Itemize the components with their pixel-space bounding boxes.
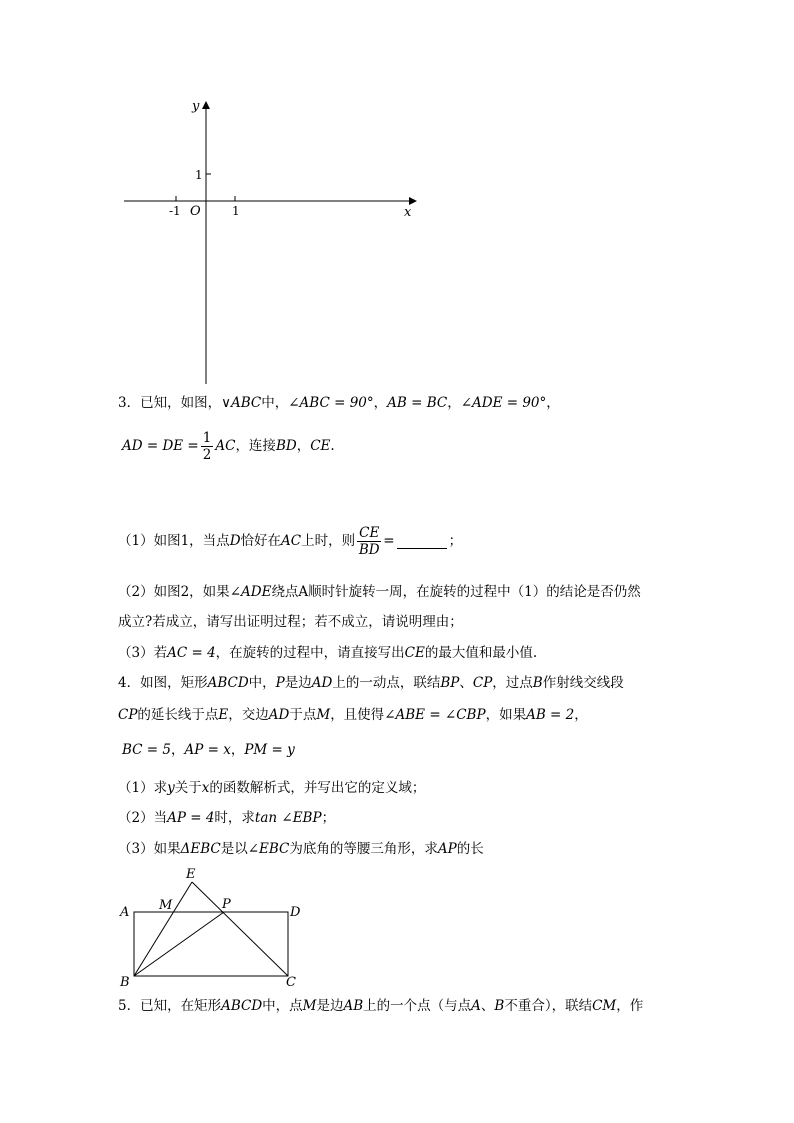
segment-ec [192,882,288,976]
fraction-one-half: $\frac{1}{2}$ [202,430,212,463]
q4-sub3: （3）如果ΔEBC是以∠EBC为底角的等腰三角形，求AP的长 [118,841,484,857]
tick-label-minus-one: -1 [169,204,181,218]
segment-be [134,882,192,976]
label-e: E [186,867,196,882]
origin-label: O [190,204,201,219]
label-b: B [120,975,130,990]
x-axis-label: x [404,205,412,220]
q3-part1: （1）如图1，当点D恰好在AC上时，则 $\frac{CE}{BD}$ = ； [118,525,463,558]
q4-line3: BC = 5，AP = x，PM = y [122,742,295,758]
rectangle-geometry-figure [112,864,312,992]
fraction-ce-over-bd: $\frac{CE}{BD}$ [358,525,380,558]
y-axis-label: y [192,99,200,114]
q4-line1: 4．如图，矩形ABCD中，P是边AD上的一动点，联结BP、CP，过点B作射线交线段 [118,675,624,691]
label-m: M [159,898,173,913]
q3-part3: （3）若AC = 4，在旋转的过程中，请直接写出CE的最大值和最小值. [118,645,538,661]
q4-sub2: （2）当AP = 4时，求tan ∠EBP； [118,810,336,826]
label-p: P [222,897,231,912]
label-c: C [286,975,296,990]
q3-line2: AD = DE = $\frac{1}{2}$ AC，连接BD，CE. [122,430,335,463]
q3-line1: 3．已知，如图，∨ABC中，∠ABC = 90°，AB = BC，∠ADE = 90°， [118,395,560,411]
tick-label-x-one: 1 [232,204,240,218]
answer-blank [397,534,447,549]
q3-part2-line1: （2）如图2，如果∠ADE绕点A顺时针旋转一周，在旋转的过程中（1）的结论是否仍然 [118,584,641,600]
q5-line1: 5．已知，在矩形ABCD中，点M是边AB上的一个点（与点A、B不重合），联结CM，作 [118,998,644,1014]
label-d: D [290,905,301,920]
segment-bp [134,912,224,976]
q3-part2-line2: 成立?若成立，请写出证明过程；若不成立，请说明理由； [118,614,463,630]
q4-line2: CP的延长线于点E，交边AD于点M，且使得∠ABE = ∠CBP，如果AB = 2， [118,707,588,723]
label-a: A [120,905,130,920]
q4-sub1: （1）求y关于x的函数解析式，并写出它的定义域； [118,780,426,796]
tick-label-y-one: 1 [195,168,203,182]
coordinate-axes-figure [118,92,428,388]
